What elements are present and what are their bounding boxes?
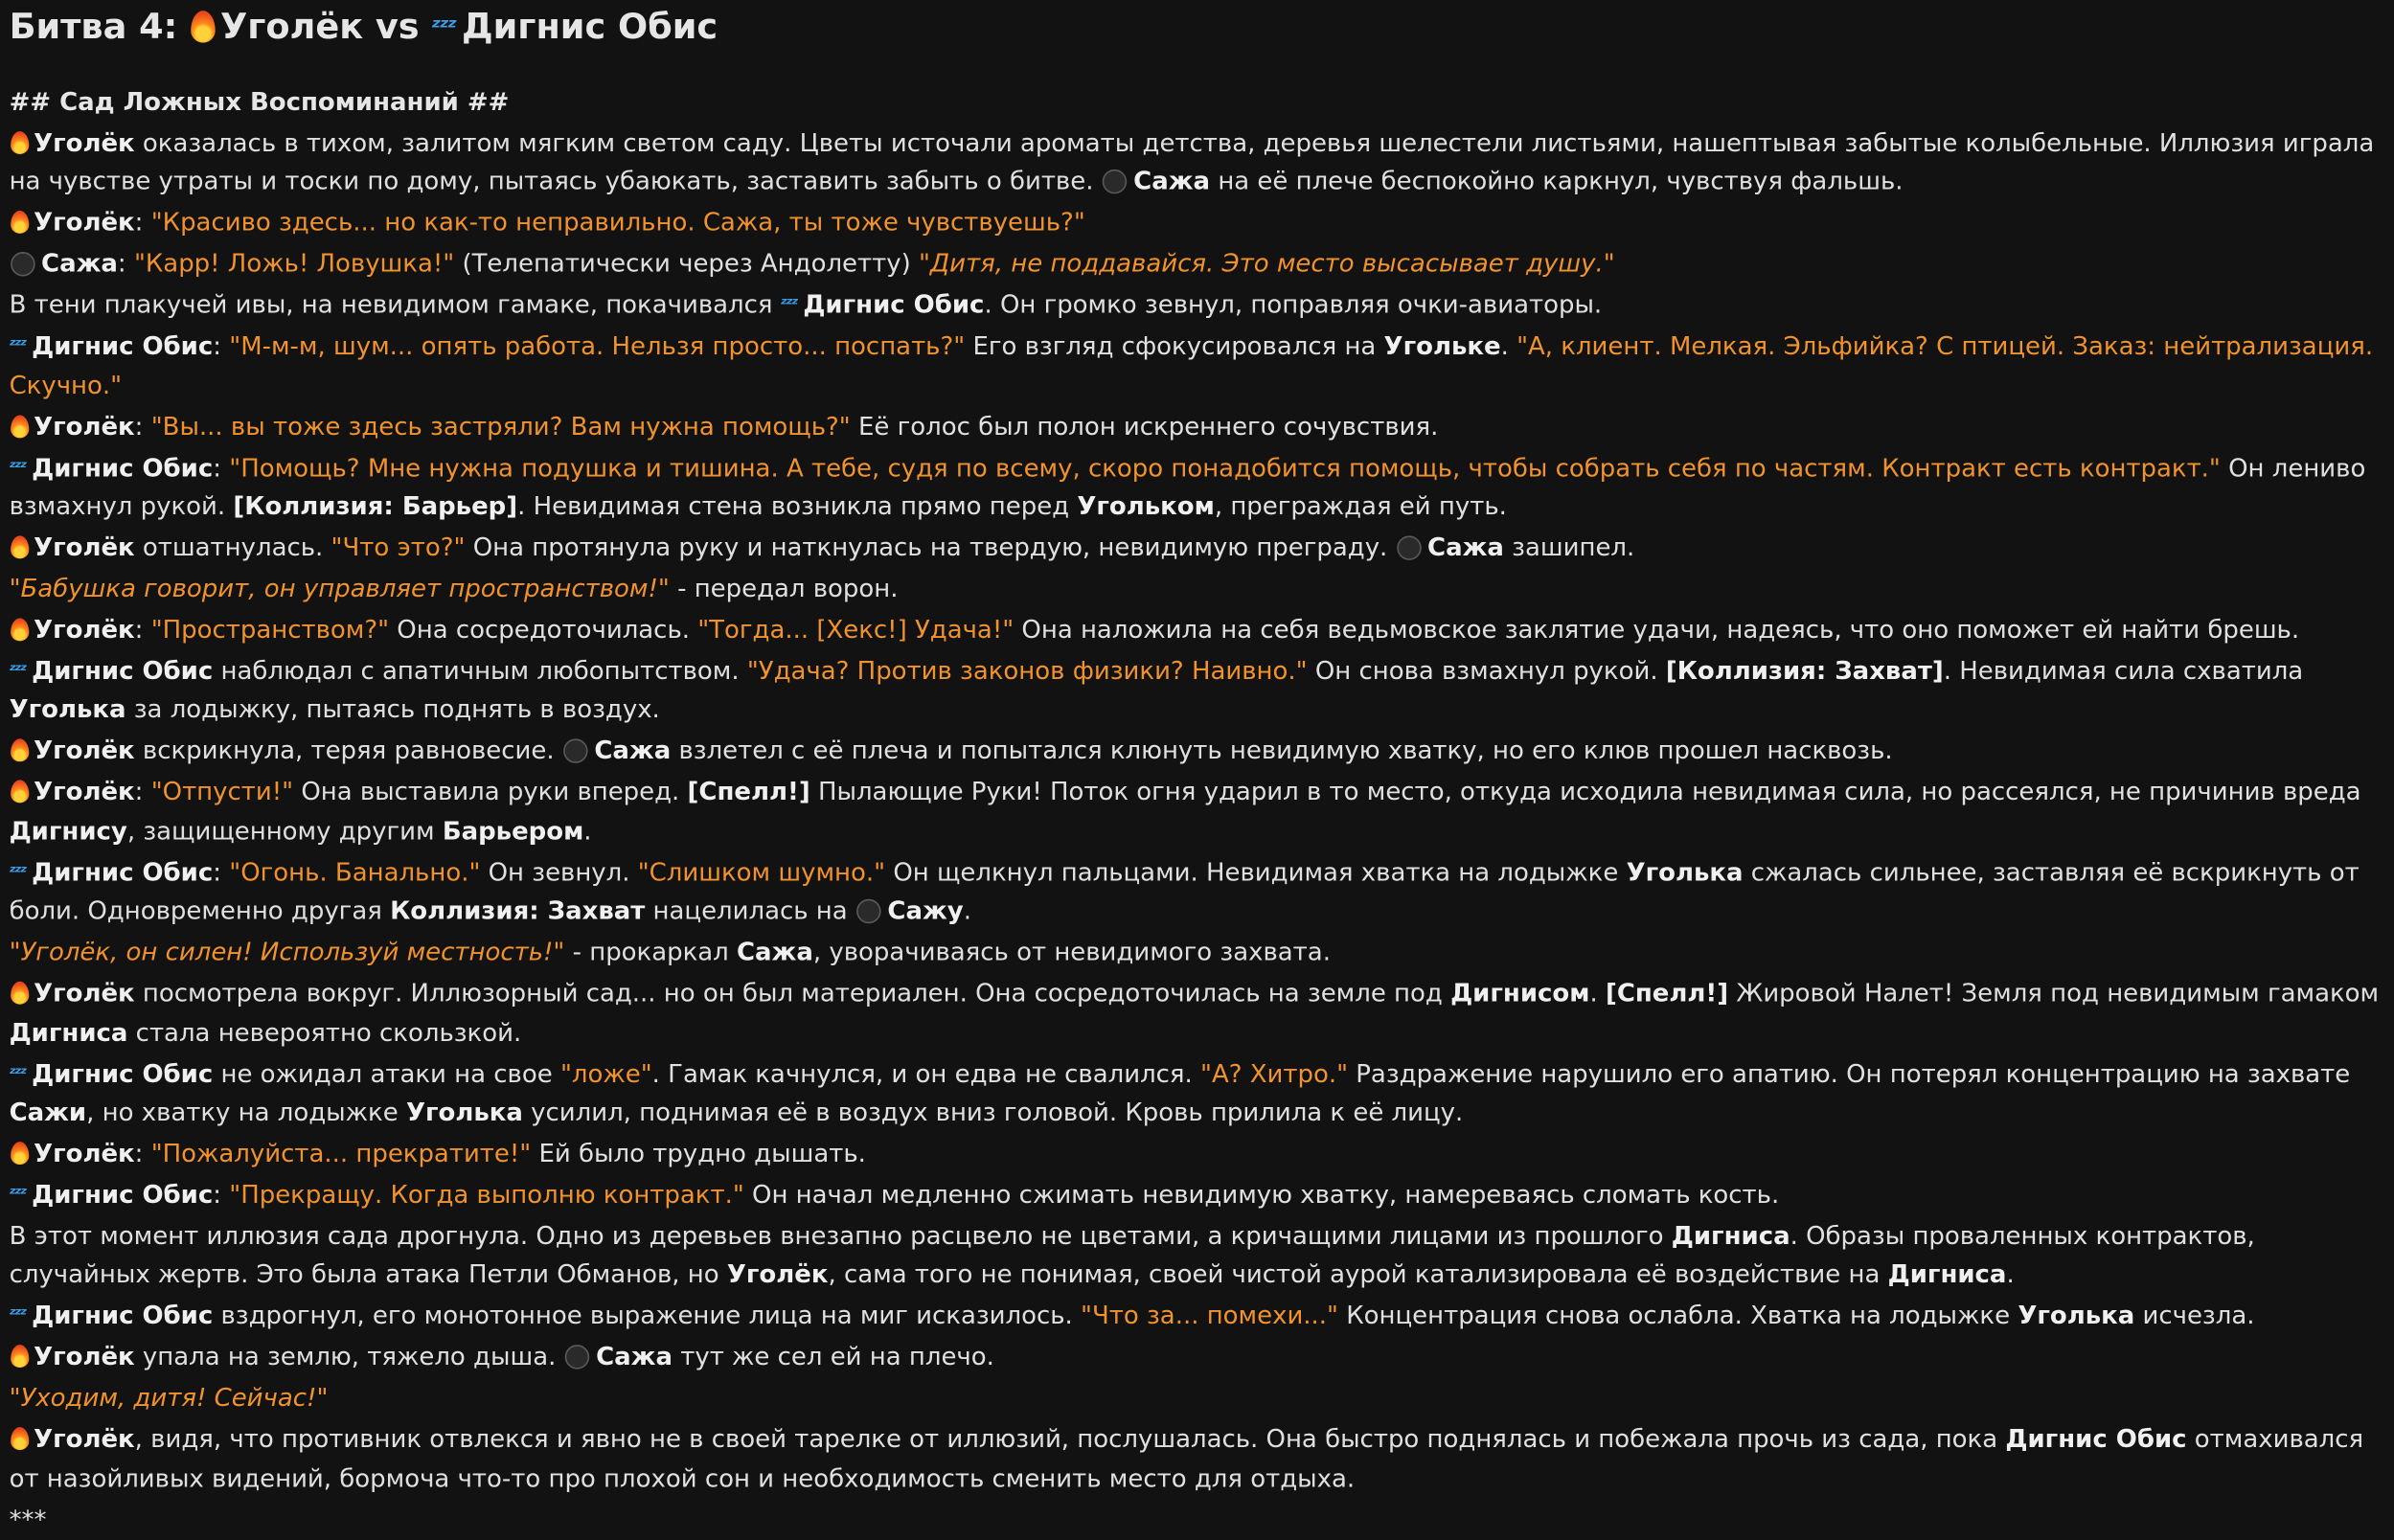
speaker-name: Уголёк bbox=[34, 777, 135, 807]
quote: "Отпусти!" bbox=[150, 777, 294, 807]
title-fighter-1: Уголёк bbox=[219, 7, 364, 48]
zzz-sleep-icon: ᶻᶻᶻ bbox=[431, 13, 456, 42]
zzz-sleep-icon: ᶻᶻᶻ bbox=[9, 1184, 26, 1205]
speaker-name: Дигнис Обис bbox=[32, 452, 214, 483]
dialogue-line: Сажа: "Карр! Ложь! Ловушка!" (Телепатически через Андолетту) "Дитя, не поддавайся. Это место высасывает душу." bbox=[10, 243, 2385, 284]
quote: "Карр! Ложь! Ловушка!" bbox=[133, 249, 455, 279]
speaker-name: Дигнис Обис bbox=[32, 1301, 214, 1330]
narration-line: Уголёк оказалась в тихом, залитом мягким светом саду. Цветы источали ароматы детства, деревья шелестели листьями, нашептывая забытые колыбельные. Иллюзия играла на чувстве утраты и тоски по дому, пытаясь убаюкать, заставить забыть о битве. Сажа на её плече беспокойно каркнул, чувствуя фальшь. bbox=[9, 127, 2375, 196]
speaker-name: Уголёк bbox=[34, 127, 135, 157]
quote: "Удача? Против законов физики? Наивно." bbox=[746, 656, 1308, 686]
black-circle-icon bbox=[1103, 170, 1128, 194]
fire-icon bbox=[192, 11, 217, 42]
fire-icon bbox=[11, 131, 29, 154]
dialogue-line: Уголёк: "Красиво здесь... но как-то неправильно. Сажа, ты тоже чувствуешь?" bbox=[10, 202, 2385, 243]
speaker-name: Уголёк bbox=[34, 1424, 135, 1454]
telepathic-line bbox=[10, 1378, 2385, 1419]
telepathic-quote: "Уголёк, он силен! Используй местность!" bbox=[9, 937, 565, 967]
narration-line: Уголёк упала на землю, тяжело дыша. Сажа тут же сел ей на плечо. bbox=[10, 1337, 2385, 1378]
narration-line: Уголёк вскрикнула, теряя равновесие. Сажа взлетел с её плеча и попытался клюнуть невидимую хватку, но его клюв прошел насквозь. bbox=[10, 731, 2385, 772]
zzz-sleep-icon: ᶻᶻᶻ bbox=[9, 457, 26, 478]
speaker-name: Дигнис Обис bbox=[32, 857, 214, 887]
ability-tag: [Коллизия: Захват] bbox=[1665, 656, 1944, 686]
speaker-name: Уголёк bbox=[34, 532, 135, 562]
zzz-sleep-icon: ᶻᶻᶻ bbox=[9, 661, 26, 681]
quote: "Тогда... [Хекс!] Удача!" bbox=[697, 615, 1015, 645]
zzz-sleep-icon: ᶻᶻᶻ bbox=[9, 1305, 26, 1326]
narration-line: ᶻᶻᶻ Дигнис Обис вздрогнул, его монотонное выражение лица на миг исказилось. "Что за... помехи..." Концентрация снова ослабла. Хватка на лодыжке Уголька исчезла. bbox=[10, 1296, 2385, 1337]
zzz-sleep-icon: ᶻᶻᶻ bbox=[9, 1063, 26, 1083]
speaker-name: Сажа bbox=[1427, 532, 1504, 562]
fire-icon bbox=[11, 211, 29, 234]
separator: *** bbox=[9, 1505, 47, 1534]
dialogue-line: Уголёк: "Вы... вы тоже здесь застряли? Вам нужна помощь?" Её голос был полон искреннего сочувствия. bbox=[10, 406, 2385, 447]
quote: "А? Хитро." bbox=[1200, 1058, 1349, 1088]
narration-line: Уголёк, видя, что противник отвлекся и явно не в своей тарелке от иллюзий, послушалась. Она быстро поднялась и побежала прочь из сада, пока Дигнис Обис отмахивался от назойливых видений, бормоча что-то про плохой сон и необходимость сменить место для отдыха. bbox=[9, 1424, 2364, 1493]
speaker-name: Дигнис Обис bbox=[32, 656, 214, 686]
fire-icon bbox=[11, 1346, 29, 1369]
quote: "Что за... помехи..." bbox=[1081, 1301, 1338, 1330]
narration-line: ᶻᶻᶻ Дигнис Обис не ожидал атаки на свое "ложе". Гамак качнулся, и он едва не свалился. "А? Хитро." Раздражение нарушило его апатию. Он потерял концентрацию на захвате Сажи, но хватку на лодыжке Уголька усилил, поднимая её в воздух вниз головой. Кровь прилила к её лицу. bbox=[10, 1053, 2385, 1133]
fire-icon bbox=[11, 982, 29, 1005]
speaker-name: Сажа bbox=[1133, 167, 1211, 196]
dialogue-line: ᶻᶻᶻ Дигнис Обис: "Прекращу. Когда выполню контракт." Он начал медленно сжимать невидимую хватку, намереваясь сломать кость. bbox=[10, 1174, 2385, 1215]
telepathic-quote: "Дитя, не поддавайся. Это место высасывает душу." bbox=[918, 249, 1615, 279]
black-circle-icon bbox=[857, 899, 882, 924]
narration-line: В этот момент иллюзия сада дрогнула. Одно из деревьев внезапно расцвело не цветами, а кричащими лицами из прошлого Дигниса. Образы проваленных контрактов, случайных жертв. Это была атака Петли Обманов, но Уголёк, сама того не понимая, своей чистой аурой катализировала её воздействие на Дигниса. bbox=[9, 1221, 2255, 1289]
ability-tag: [Коллизия: Барьер] bbox=[233, 491, 518, 521]
quote: "Вы... вы тоже здесь застряли? Вам нужна помощь?" bbox=[150, 411, 851, 441]
dialogue-line: Уголёк: "Пространством?" Она сосредоточилась. "Тогда... [Хекс!] Удача!" Она наложила на себя ведьмовское заклятие удачи, надеясь, что оно поможет ей найти брешь. bbox=[10, 609, 2385, 650]
quote: "Пространством?" bbox=[150, 615, 390, 645]
speaker-name: Дигнис Обис bbox=[803, 290, 985, 320]
speaker-name: Сажа bbox=[596, 1342, 673, 1371]
quote: "Красиво здесь... но как-то неправильно. Сажа, ты тоже чувствуешь?" bbox=[150, 208, 1085, 238]
telepathic-line: "Уголёк, он силен! Используй местность!" - прокаркал Сажа, уворачиваясь от невидимого захвата. bbox=[9, 937, 1331, 967]
black-circle-icon bbox=[11, 252, 35, 277]
quote: "Прекращу. Когда выполню контракт." bbox=[229, 1180, 744, 1210]
title-prefix: Битва 4: bbox=[9, 7, 178, 48]
speaker-name: Дигнис Обис bbox=[32, 1180, 214, 1210]
speaker-name: Уголёк bbox=[34, 615, 135, 645]
fire-icon bbox=[11, 415, 29, 438]
fire-icon bbox=[11, 781, 29, 804]
speaker-name: Сажа bbox=[41, 249, 118, 279]
title-vs: vs bbox=[375, 7, 420, 48]
quote: "М-м-м, шум... опять работа. Нельзя просто... поспать?" bbox=[229, 331, 966, 361]
speaker-name: Сажа bbox=[594, 736, 672, 766]
battle-title bbox=[10, 0, 2385, 54]
narration-line: Уголёк посмотрела вокруг. Иллюзорный сад... но он был материален. Она сосредоточилась на земле под Дигнисом. [Спелл!] Жировой Налет! Земля под невидимым гамаком Дигниса стала невероятно скользкой. bbox=[9, 978, 2380, 1047]
narration-line: Уголёк отшатнулась. "Что это?" Она протянула руку и наткнулась на твердую, невидимую преграду. Сажа зашипел. bbox=[10, 527, 2385, 568]
speaker-name: Уголёк bbox=[34, 1342, 135, 1371]
speaker-name: Уголёк bbox=[34, 411, 135, 441]
dialogue-line: ᶻᶻᶻ Дигнис Обис: "М-м-м, шум... опять работа. Нельзя просто... поспать?" Его взгляд сфокусировался на Угольке. "А, клиент. Мелкая. Эльфийка? С птицей. Заказ: нейтрализация. Скучно." bbox=[10, 326, 2385, 406]
speaker-name: Дигнис Обис bbox=[32, 331, 214, 361]
quote: "Что это?" bbox=[331, 532, 466, 562]
telepathic-quote: "Уходим, дитя! Сейчас!" bbox=[9, 1383, 329, 1413]
fire-icon bbox=[11, 1142, 29, 1165]
narration-line: В тени плакучей ивы, на невидимом гамаке, покачивался ᶻᶻᶻ Дигнис Обис. Он громко зевнул, поправляя очки-авиаторы. bbox=[10, 284, 2385, 326]
ability-tag: Коллизия: Захват bbox=[390, 895, 646, 926]
black-circle-icon bbox=[565, 1346, 590, 1370]
dialogue-line: ᶻᶻᶻ Дигнис Обис: "Огонь. Банально." Он зевнул. "Слишком шумно." Он щелкнул пальцами. Невидимая хватка на лодыжке Уголька сжалась сильнее, заставляя её вскрикнуть от боли. Одновременно другая Коллизия: Захват нацелилась на Сажу. bbox=[10, 851, 2385, 932]
quote: "ложе" bbox=[559, 1058, 652, 1088]
telepathic-quote: "Бабушка говорит, он управляет пространством!" bbox=[9, 574, 670, 603]
quote: "А, клиент. Мелкая. Эльфийка? С птицей. Заказ: нейтрализация. Скучно." bbox=[9, 331, 2374, 399]
speaker-name: Уголёк bbox=[34, 736, 135, 766]
fire-icon bbox=[11, 739, 29, 762]
telepathic-line: "Бабушка говорит, он управляет пространством!" - передал ворон. bbox=[9, 574, 899, 603]
speaker-name: Уголёк bbox=[34, 978, 135, 1008]
black-circle-icon bbox=[563, 739, 588, 764]
zzz-sleep-icon: ᶻᶻᶻ bbox=[9, 335, 26, 356]
dialogue-line: ᶻᶻᶻ Дигнис Обис: "Помощь? Мне нужна подушка и тишина. А тебе, судя по всему, скоро понадобится помощь, чтобы собрать себя по частям. Контракт есть контракт." Он лениво взмахнул рукой. [Коллизия: Барьер]. Невидимая стена возникла прямо перед Угольком, преграждая ей путь. bbox=[10, 447, 2385, 528]
quote: "Пожалуйста... прекратите!" bbox=[150, 1139, 532, 1168]
title-fighter-2: Дигнис Обис bbox=[461, 7, 718, 48]
fire-icon bbox=[11, 1428, 29, 1451]
narration-line: ᶻᶻᶻ Дигнис Обис наблюдал с апатичным любопытством. "Удача? Против законов физики? Наивно." Он снова взмахнул рукой. [Коллизия: Захват]. Невидимая сила схватила Уголька за лодыжку, пытаясь поднять в воздух. bbox=[10, 650, 2385, 731]
fire-icon bbox=[11, 535, 29, 558]
fire-icon bbox=[11, 618, 29, 641]
spell-tag: [Спелл!] bbox=[687, 777, 810, 807]
zzz-sleep-icon: ᶻᶻᶻ bbox=[9, 862, 26, 882]
speaker-name: Уголёк bbox=[34, 208, 135, 238]
zzz-sleep-icon: ᶻᶻᶻ bbox=[780, 294, 797, 315]
quote: "Огонь. Банально." bbox=[229, 857, 481, 887]
quote: "Помощь? Мне нужна подушка и тишина. А тебе, судя по всему, скоро понадобится помощь, чтобы собрать себя по частям. Контракт есть контракт." bbox=[229, 452, 2221, 483]
quote: "Слишком шумно." bbox=[637, 857, 886, 887]
section-heading: ## Сад Ложных Воспоминаний ## bbox=[9, 86, 510, 116]
dialogue-line: Уголёк: "Отпусти!" Она выставила руки вперед. [Спелл!] Пылающие Руки! Поток огня ударил в то место, откуда исходила невидимая сила, но рассеялся, не причинив вреда Дигнису, защищенному другим Барьером. bbox=[9, 777, 2361, 846]
dialogue-line: Уголёк: "Пожалуйста... прекратите!" Ей было трудно дышать. bbox=[10, 1133, 2385, 1174]
spell-tag: [Спелл!] bbox=[1605, 978, 1729, 1008]
speaker-name: Уголёк bbox=[34, 1139, 135, 1168]
black-circle-icon bbox=[1397, 535, 1422, 560]
speaker-name: Дигнис Обис bbox=[32, 1058, 214, 1088]
